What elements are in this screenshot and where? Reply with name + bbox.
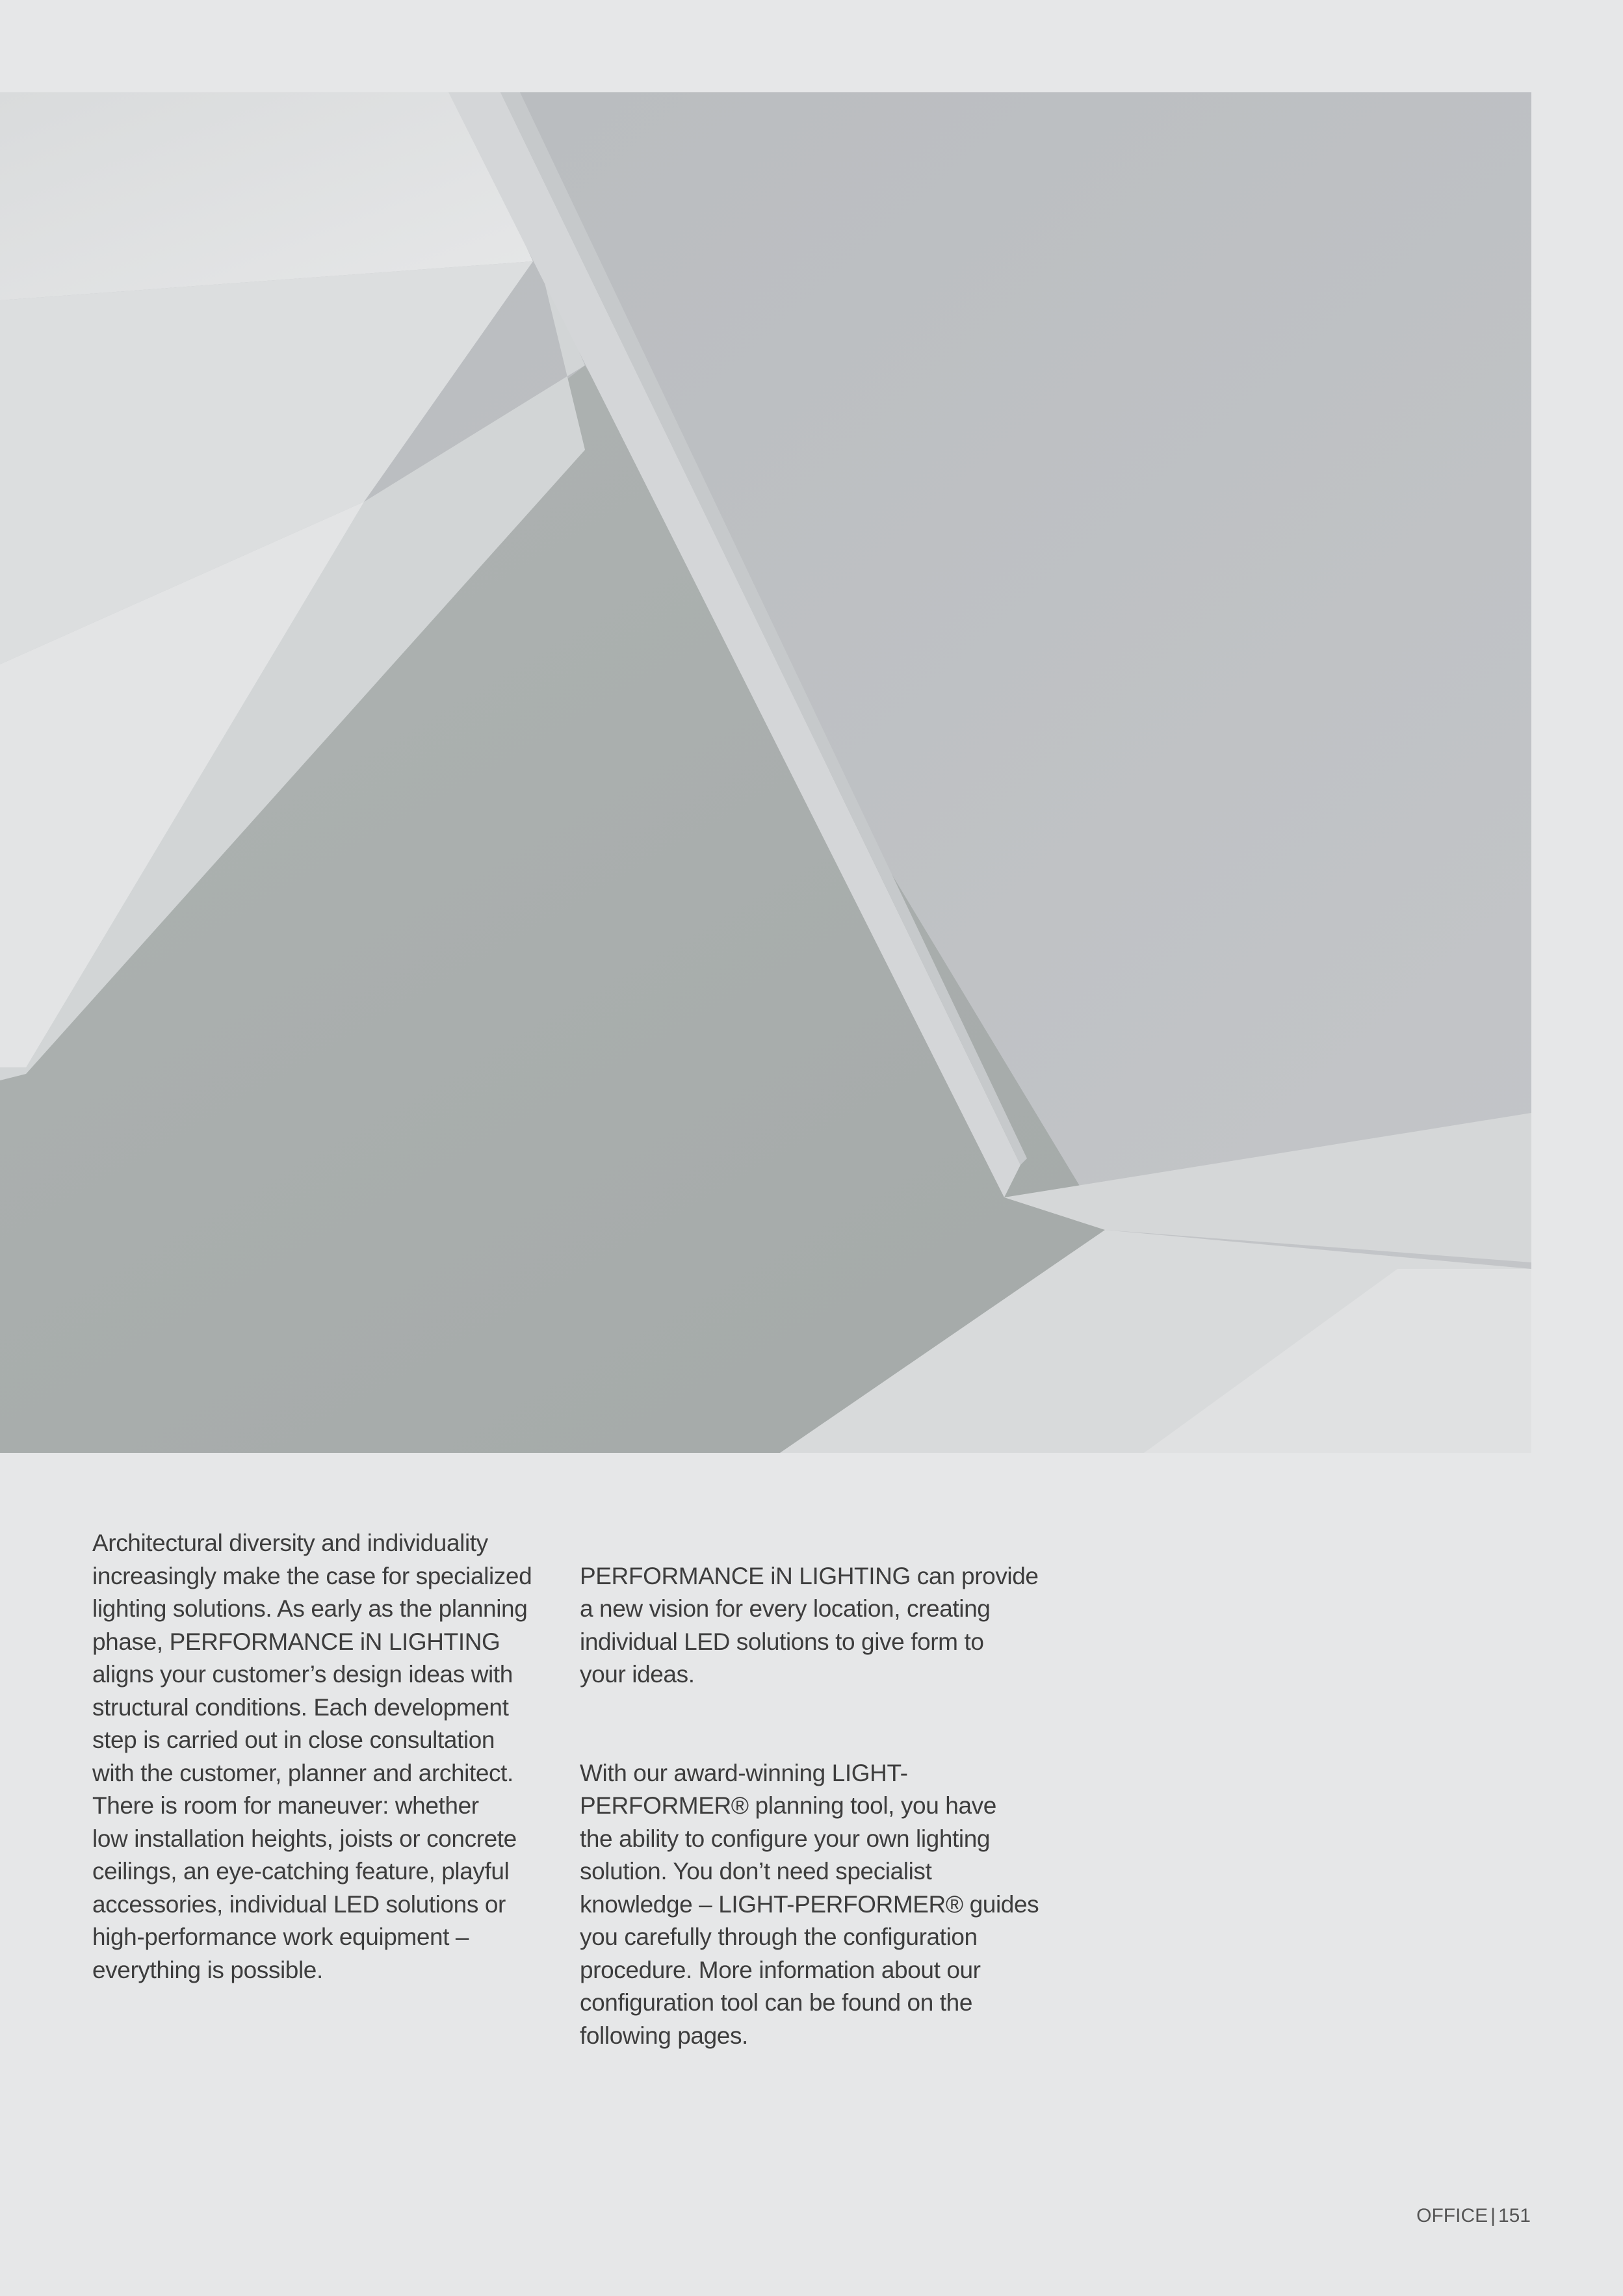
footer-separator: | [1490, 2205, 1496, 2226]
page-footer [1416, 2205, 1531, 2227]
hero-image [0, 92, 1531, 1453]
architectural-ceiling-photo [0, 92, 1531, 1453]
footer-section: OFFICE [1416, 2205, 1488, 2226]
page-number: 151 [1498, 2205, 1531, 2226]
right-paragraph-2: With our award-winning LIGHT- PERFORMER® planning tool, you have the ability to configure your own lighting solution. You don’t need specialist knowledge – LIGHT-PERFORMER® guides you carefully through the configuration procedure. More information about our configuration tool can be found on the following pages. [580, 1759, 1039, 2049]
body-text-right-column [580, 1527, 1048, 2085]
right-paragraph-1: PERFORMANCE iN LIGHTING can provide a new vision for every location, creating individual LED solutions to give form to your ideas. [580, 1562, 1039, 1688]
body-text-left-column: Architectural diversity and individuality increasingly make the case for specialized lighting solutions. As early as the planning phase, PERFORMANCE iN LIGHTING aligns your customer’s design ideas with structural conditions. Each development step is carried out in close consultation with the customer, planner and architect. There is room for maneuver: whether low installation heights, joists or concrete ceilings, an eye-catching feature, playful accessories, individual LED solutions or high-performance work equipment – everything is possible. [92, 1530, 532, 1983]
